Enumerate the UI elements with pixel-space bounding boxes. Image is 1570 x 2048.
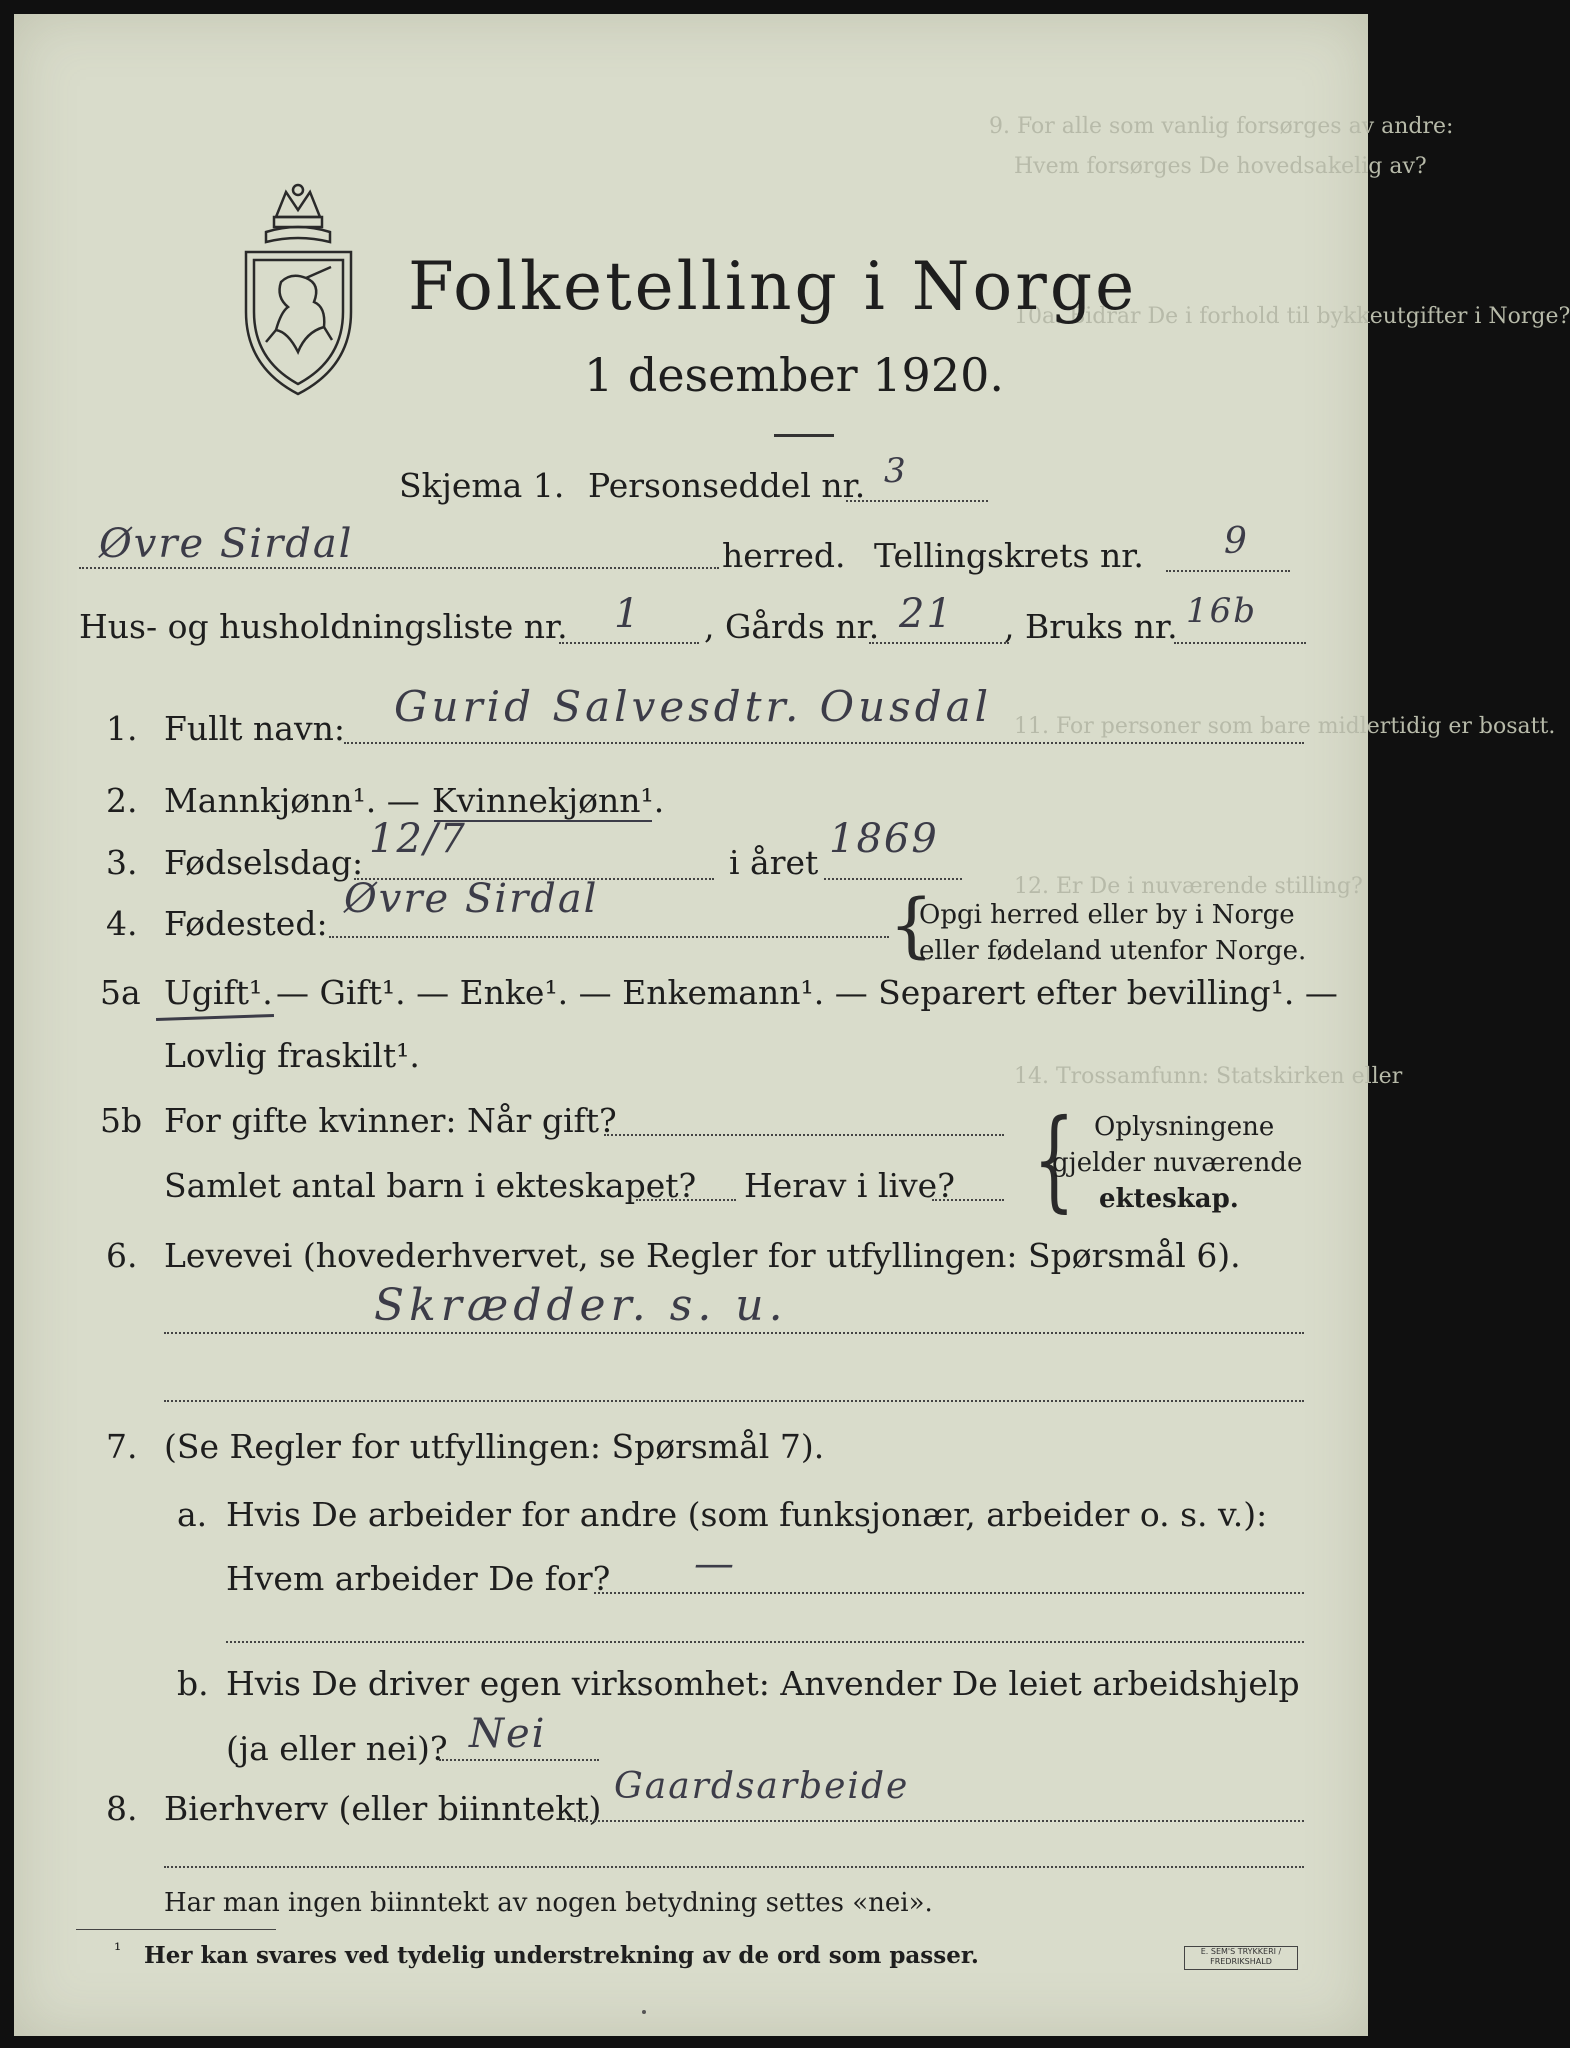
hired-help-field[interactable] xyxy=(439,1759,599,1761)
q5b-number: 5b xyxy=(100,1101,143,1140)
footnote-text: Her kan svares ved tydelig understrekning av de ord som passer. xyxy=(144,1942,979,1969)
printer-stamp: E. SEM'S TRYKKERI / FREDRIKSHALD xyxy=(1184,1946,1298,1970)
marriage-note-2: gjelder nuværende xyxy=(1052,1148,1303,1178)
herred-label: herred. xyxy=(722,536,846,575)
gards-field[interactable] xyxy=(869,642,1009,644)
q7b-text: Hvis De driver egen virksomhet: Anvender De leiet arbeidshjelp xyxy=(226,1664,1300,1703)
q5b-married-when: For gifte kvinner: Når gift? xyxy=(164,1101,617,1140)
q4-label: Fødested: xyxy=(164,904,328,943)
ugift-underline-mark xyxy=(156,1014,274,1021)
birth-year-field[interactable] xyxy=(824,878,962,880)
bruks-label: , Bruks nr. xyxy=(1004,607,1178,646)
show-through-text: 12. Er De i nuværende stilling? xyxy=(1014,874,1363,899)
side-income-field-2[interactable] xyxy=(164,1866,1304,1868)
birthplace-field[interactable] xyxy=(329,936,889,938)
full-name-value: Gurid Salvesdtr. Ousdal xyxy=(394,682,993,731)
norwegian-coat-of-arms-icon xyxy=(236,182,361,397)
birthplace-value: Øvre Sirdal xyxy=(344,876,599,922)
q8-number: 8. xyxy=(106,1789,138,1828)
q4-number: 4. xyxy=(106,904,138,943)
gards-label: , Gårds nr. xyxy=(704,607,880,646)
q2-number: 2. xyxy=(106,781,138,820)
title-divider xyxy=(774,434,834,437)
side-income-value: Gaardsarbeide xyxy=(614,1766,910,1807)
q5a-fraskilt-option: Lovlig fraskilt¹. xyxy=(164,1036,420,1075)
q7-number: 7. xyxy=(106,1427,138,1466)
birthplace-note-brace: { xyxy=(889,884,934,966)
q7a-letter: a. xyxy=(177,1495,208,1534)
occupation-value: Skrædder. s. u. xyxy=(374,1280,788,1331)
personseddel-label: Personseddel nr. xyxy=(588,466,866,505)
personseddel-field[interactable] xyxy=(846,500,988,502)
marriage-note-3: ekteskap. xyxy=(1099,1184,1239,1214)
gards-value: 21 xyxy=(899,591,954,637)
show-through-text: Hvem forsørges De hovedsakelig av? xyxy=(1014,154,1427,179)
birthplace-note-1: Opgi herred eller by i Norge xyxy=(919,900,1295,930)
employer-field-2[interactable] xyxy=(226,1641,1304,1643)
show-through-text: 14. Trossamfunn: Statskirken eller xyxy=(1014,1064,1403,1089)
q2-male-option: Mannkjønn¹. — xyxy=(164,781,420,820)
q3-label: Fødselsdag: xyxy=(164,843,364,882)
q1-number: 1. xyxy=(106,709,138,748)
form-title: Folketelling i Norge xyxy=(408,248,1138,325)
q5a-ugift-option: Ugift¹. xyxy=(164,973,273,1012)
q5b-alive-label: Herav i live? xyxy=(744,1166,955,1205)
q5b-children-label: Samlet antal barn i ekteskapet? xyxy=(164,1166,697,1205)
q5a-number: 5a xyxy=(100,973,141,1012)
form-date: 1 desember 1920. xyxy=(584,348,1004,402)
hus-field[interactable] xyxy=(559,642,699,644)
show-through-text: 9. For alle som vanlig forsørges av andre: xyxy=(989,114,1454,139)
q7b-letter: b. xyxy=(177,1664,209,1703)
herred-field[interactable] xyxy=(79,567,719,569)
show-through-text: 10a. Bidrar De i forhold til bykkeutgifter i Norge? xyxy=(1014,304,1570,329)
occupation-field-2[interactable] xyxy=(164,1400,1304,1402)
birthplace-note-2: eller fødeland utenfor Norge. xyxy=(919,936,1307,966)
q7a-question: Hvem arbeider De for? xyxy=(226,1559,611,1598)
occupation-field-1[interactable] xyxy=(164,1332,1304,1334)
tellingskrets-field[interactable] xyxy=(1166,570,1290,572)
personseddel-value: 3 xyxy=(884,451,908,491)
year-label: i året xyxy=(729,843,819,882)
q6-number: 6. xyxy=(106,1236,138,1275)
children-alive-field[interactable] xyxy=(932,1199,1004,1201)
tellingskrets-label: Tellingskrets nr. xyxy=(874,536,1144,575)
tellingskrets-value: 9 xyxy=(1224,521,1249,562)
side-income-field[interactable] xyxy=(574,1820,1304,1822)
footnote-mark: ¹ xyxy=(114,1940,122,1961)
show-through-text: 11. For personer som bare midlertidig er bosatt. xyxy=(1014,714,1556,739)
q5a-other-options: — Gift¹. — Enke¹. — Enkemann¹. — Separert efter bevilling¹. — xyxy=(276,973,1338,1012)
hus-label: Hus- og husholdningsliste nr. xyxy=(79,607,568,646)
q1-label: Fullt navn: xyxy=(164,709,345,748)
birth-year-value: 1869 xyxy=(829,816,939,862)
bruks-field[interactable] xyxy=(1174,642,1306,644)
birthday-value: 12/7 xyxy=(369,816,467,862)
q6-label: Levevei (hovederhvervet, se Regler for utfyllingen: Spørsmål 6). xyxy=(164,1236,1241,1275)
herred-value: Øvre Sirdal xyxy=(99,521,354,567)
q7b-question: (ja eller nei)? xyxy=(226,1729,448,1768)
q8-label: Bierhverv (eller biinntekt) xyxy=(164,1789,602,1828)
marriage-note-1: Oplysningene xyxy=(1094,1112,1275,1142)
q2-female-option: Kvinnekjønn¹. xyxy=(432,781,665,820)
q7a-text: Hvis De arbeider for andre (som funksjonær, arbeider o. s. v.): xyxy=(226,1495,1268,1534)
skjema-label: Skjema 1. xyxy=(399,466,565,505)
q3-number: 3. xyxy=(106,843,138,882)
employer-field[interactable] xyxy=(594,1592,1304,1594)
hus-value: 1 xyxy=(614,591,642,637)
bruks-value: 16b xyxy=(1186,591,1258,631)
employer-value: — xyxy=(694,1541,736,1587)
footer-note: Har man ingen biinntekt av nogen betydning settes «nei». xyxy=(164,1888,933,1918)
full-name-field[interactable] xyxy=(344,742,1304,744)
marriage-note-brace: { xyxy=(1033,1095,1075,1223)
hired-help-value: Nei xyxy=(469,1711,547,1757)
q7-label: (Se Regler for utfyllingen: Spørsmål 7). xyxy=(164,1427,825,1466)
footnote-rule xyxy=(76,1929,276,1930)
married-when-field[interactable] xyxy=(604,1134,1004,1136)
paper-speck xyxy=(642,2010,646,2014)
children-count-field[interactable] xyxy=(636,1199,736,1201)
census-form-page xyxy=(14,14,1570,2036)
